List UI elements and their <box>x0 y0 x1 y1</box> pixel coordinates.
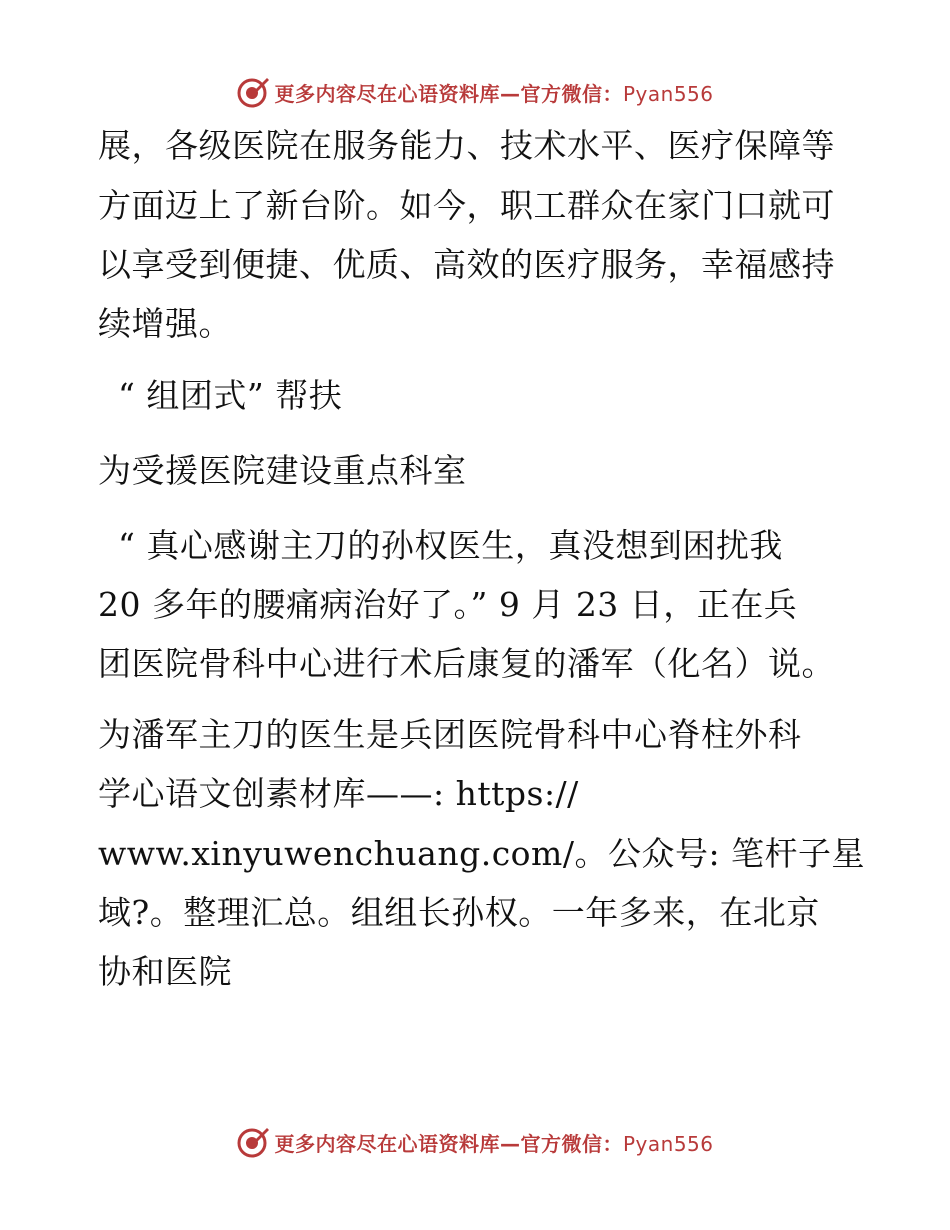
text-line: 团医院骨科中心进行术后康复的潘军（化名）说。 <box>98 644 835 683</box>
text-line: 续增强。 <box>98 304 232 343</box>
text-line: 为潘军主刀的医生是兵团医院骨科中心脊柱外科 <box>98 715 802 754</box>
section-heading: “ 组团式” 帮扶 <box>118 376 343 415</box>
text-line: 域?。整理汇总。组组长孙权。一年多来，在北京 <box>98 893 820 932</box>
text-line: “ 真心感谢主刀的孙权医生，真没想到困扰我 <box>118 526 783 565</box>
text-line: 协和医院 <box>98 952 232 991</box>
section-subheading: 为受援医院建设重点科室 <box>98 451 467 490</box>
text-line: 20 多年的腰痛病治好了。” 9 月 23 日，正在兵 <box>98 585 798 624</box>
text-line: 展，各级医院在服务能力、技术水平、医疗保障等 <box>98 126 835 165</box>
footer-banner-handle: Pyan556 <box>622 1131 714 1156</box>
text-line: 学心语文创素材库——: https:// <box>98 774 579 813</box>
text-line: 以享受到便捷、优质、高效的医疗服务，幸福感持 <box>98 245 835 284</box>
header-banner-text: 更多内容尽在心语资料库—官方微信： <box>274 81 623 106</box>
text-line: 方面迈上了新台阶。如今，职工群众在家门口就可 <box>98 186 835 225</box>
pen-logo-icon <box>236 1125 270 1159</box>
header-banner <box>0 72 950 112</box>
header-banner-handle: Pyan556 <box>622 81 714 106</box>
footer-banner <box>0 1122 950 1162</box>
footer-banner-text: 更多内容尽在心语资料库—官方微信： <box>274 1131 623 1156</box>
text-line: www.xinyuwenchuang.com/。公众号: 笔杆子星 <box>98 834 866 873</box>
pen-logo-icon <box>236 75 270 109</box>
